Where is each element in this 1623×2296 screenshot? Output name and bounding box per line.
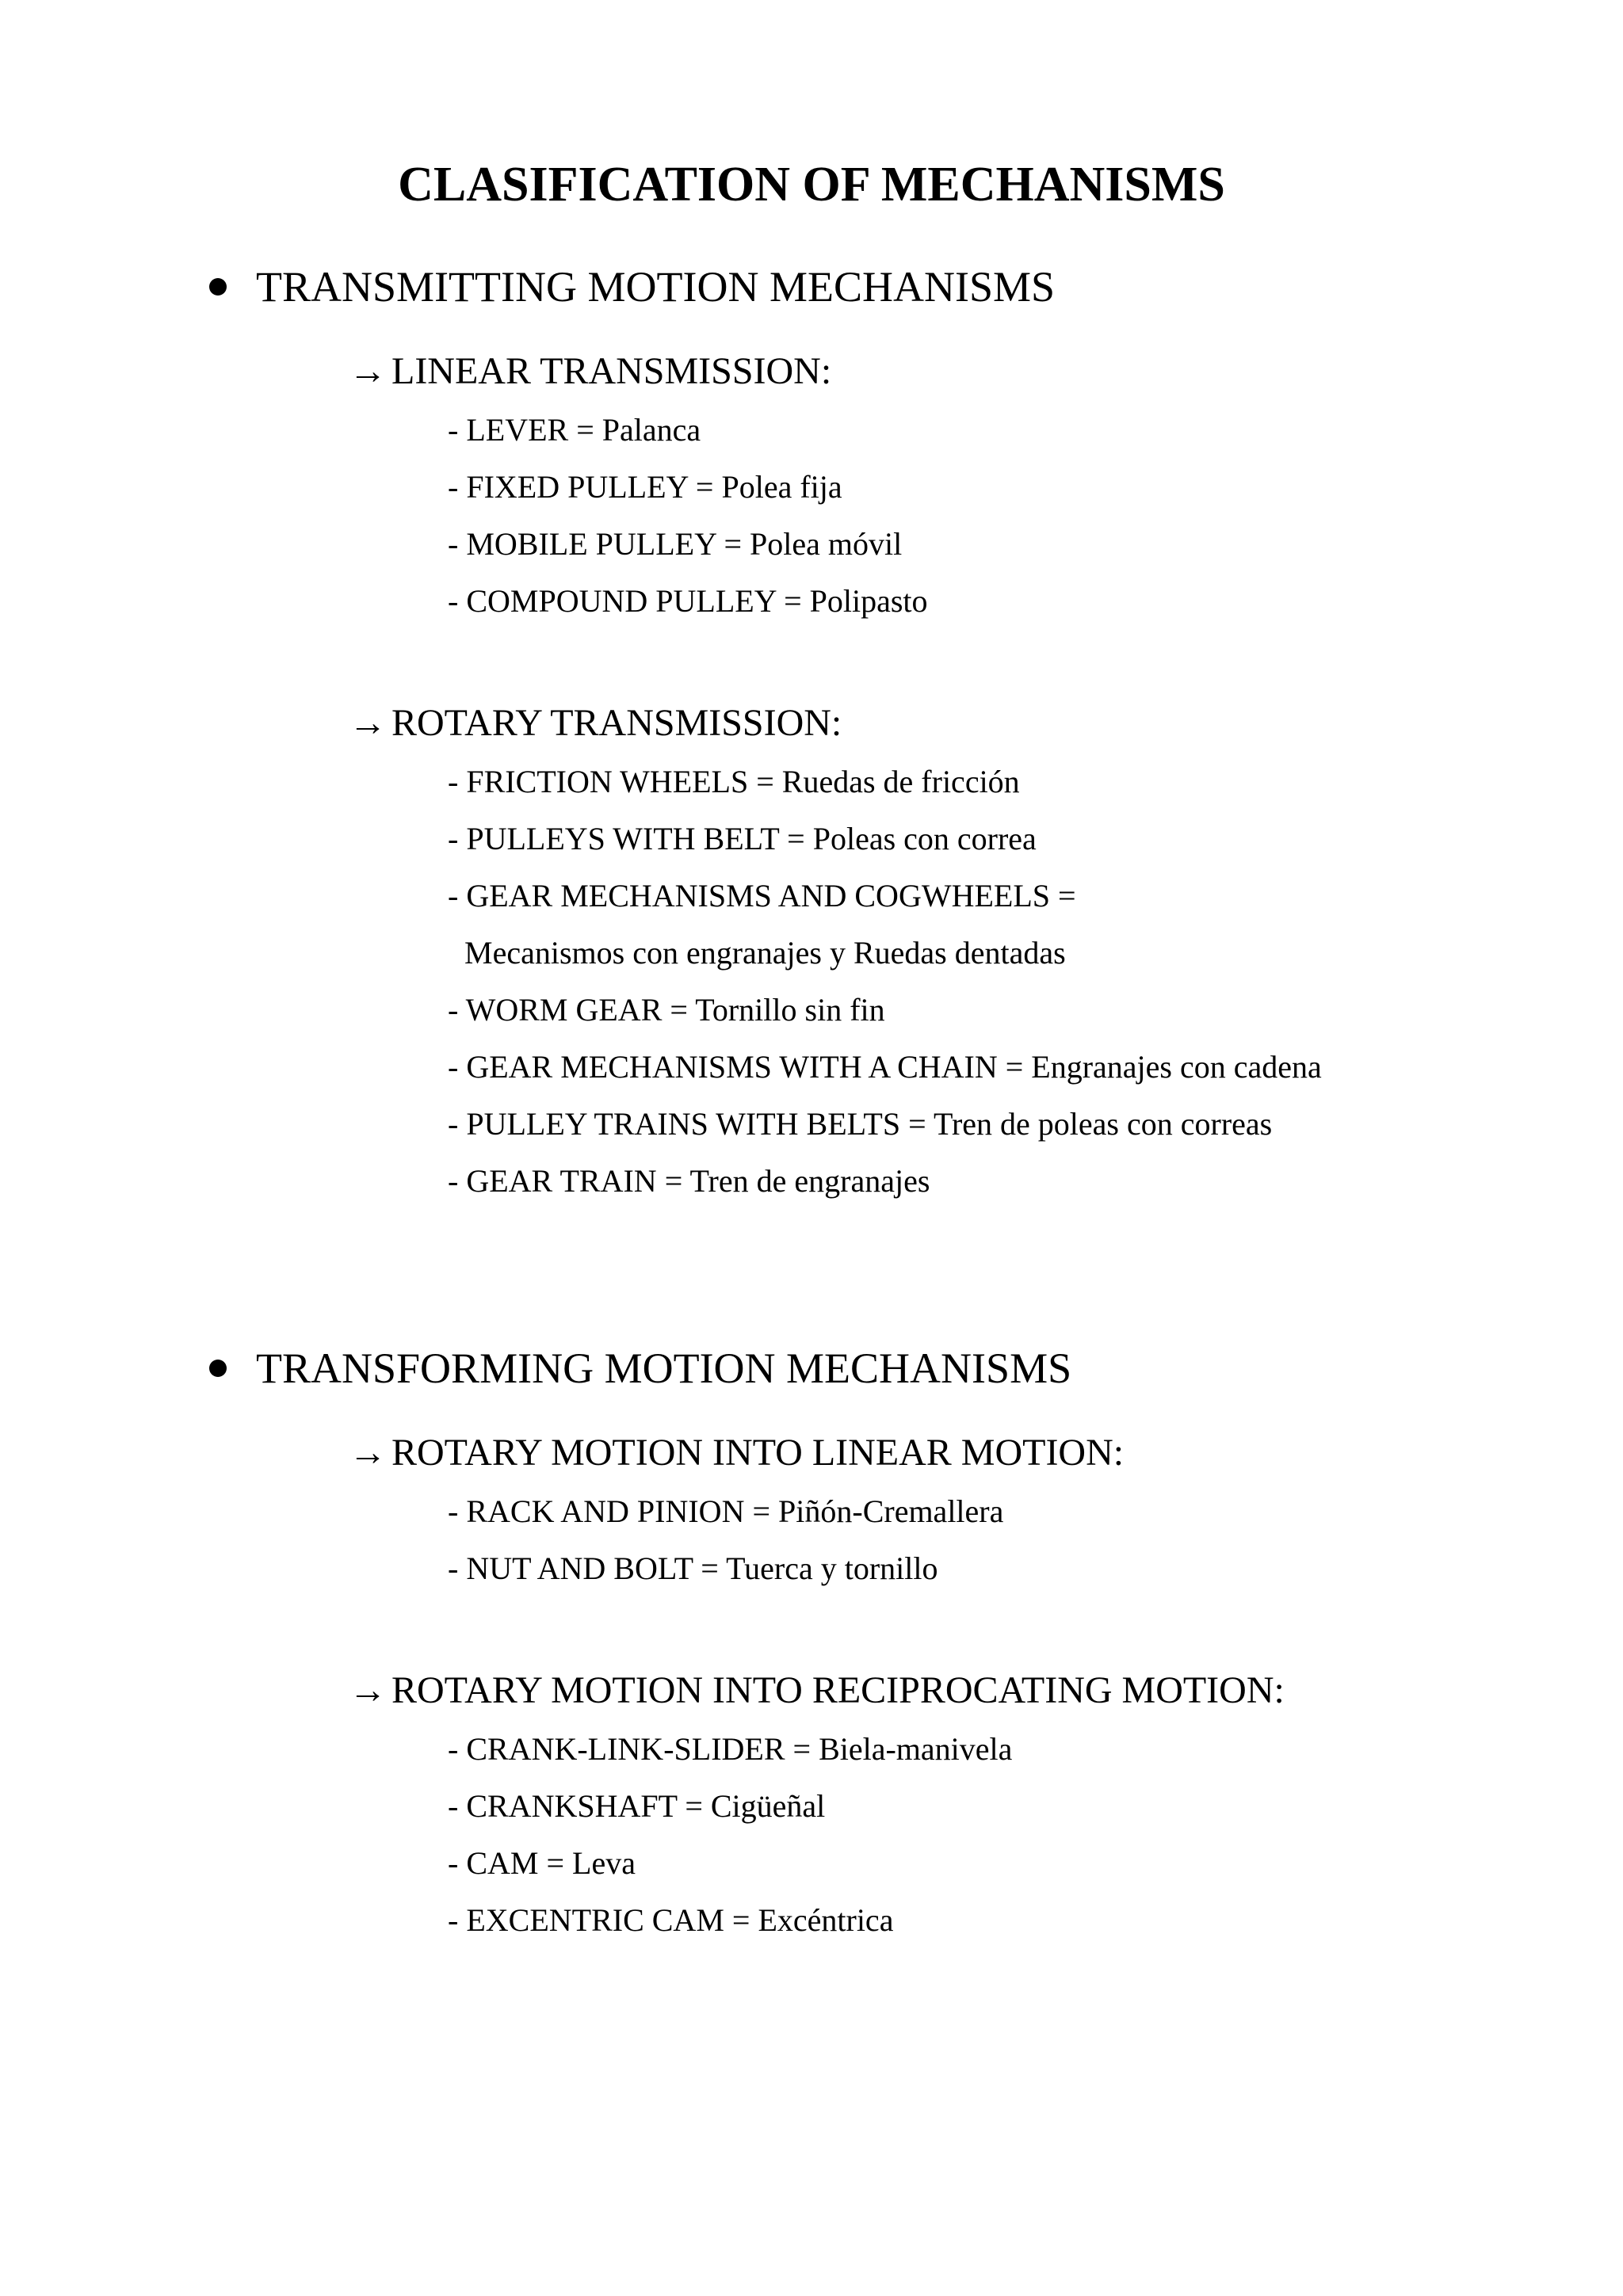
list-item <box>0 1153 1623 1210</box>
list-item <box>0 1778 1623 1835</box>
item-text: - COMPOUND PULLEY = Polipasto <box>448 583 928 619</box>
item-list <box>0 753 1623 1210</box>
item-text: - PULLEYS WITH BELT = Poleas con correa <box>448 821 1037 856</box>
subsection-title: ROTARY TRANSMISSION: <box>391 702 842 744</box>
item-text: - GEAR MECHANISMS AND COGWHEELS = <box>448 878 1076 913</box>
list-item <box>0 1096 1623 1153</box>
subsection-heading <box>0 341 1623 402</box>
subsection-heading <box>0 693 1623 753</box>
item-text: - CRANK-LINK-SLIDER = Biela-manivela <box>448 1731 1013 1767</box>
subsection-title: LINEAR TRANSMISSION: <box>391 350 832 392</box>
subsection-title: ROTARY MOTION INTO RECIPROCATING MOTION: <box>391 1669 1285 1711</box>
subsection-heading <box>0 1661 1623 1721</box>
list-item <box>0 753 1623 810</box>
section-heading <box>0 259 1623 315</box>
item-text: - GEAR MECHANISMS WITH A CHAIN = Engranajes con cadena <box>448 1049 1322 1085</box>
item-list <box>0 402 1623 630</box>
section-transforming-motion <box>0 1341 1623 1949</box>
item-list <box>0 1721 1623 1949</box>
list-item <box>0 982 1623 1039</box>
arrow-right-icon: → <box>349 1669 387 1711</box>
item-list <box>0 1483 1623 1597</box>
section-heading <box>0 1341 1623 1396</box>
list-item <box>0 868 1623 925</box>
list-item <box>0 1835 1623 1892</box>
item-text: - LEVER = Palanca <box>448 412 701 448</box>
list-item <box>0 810 1623 868</box>
item-text: - NUT AND BOLT = Tuerca y tornillo <box>448 1550 938 1586</box>
item-text: Mecanismos con engranajes y Ruedas dentadas <box>464 935 1066 971</box>
page-title: CLASIFICATION OF MECHANISMS <box>398 158 1225 212</box>
bullet-icon <box>209 1360 227 1377</box>
list-item <box>0 459 1623 516</box>
list-item <box>0 1892 1623 1949</box>
subsection-linear-transmission <box>0 341 1623 630</box>
subsection-rotary-transmission <box>0 693 1623 1210</box>
arrow-right-icon: → <box>349 350 387 392</box>
item-text: - GEAR TRAIN = Tren de engranajes <box>448 1163 930 1199</box>
list-item <box>0 1540 1623 1597</box>
item-text: - MOBILE PULLEY = Polea móvil <box>448 526 903 562</box>
list-item-continuation <box>0 925 1623 982</box>
item-text: - FRICTION WHEELS = Ruedas de fricción <box>448 764 1020 799</box>
section-title: TRANSMITTING MOTION MECHANISMS <box>256 263 1056 311</box>
subsection-heading <box>0 1423 1623 1483</box>
item-text: - CRANKSHAFT = Cigüeñal <box>448 1788 826 1824</box>
arrow-right-icon: → <box>349 1432 387 1474</box>
list-item <box>0 516 1623 573</box>
item-text: - EXCENTRIC CAM = Excéntrica <box>448 1902 894 1938</box>
list-item <box>0 1483 1623 1540</box>
bullet-icon <box>209 278 227 296</box>
section-transmitting-motion <box>0 259 1623 1210</box>
item-text: - WORM GEAR = Tornillo sin fin <box>448 992 885 1028</box>
subsection-rotary-to-reciprocating <box>0 1661 1623 1949</box>
list-item <box>0 1721 1623 1778</box>
arrow-right-icon: → <box>349 702 387 744</box>
item-text: - RACK AND PINION = Piñón-Cremallera <box>448 1493 1004 1529</box>
list-item <box>0 1039 1623 1096</box>
item-text: - FIXED PULLEY = Polea fija <box>448 469 842 505</box>
list-item <box>0 402 1623 459</box>
subsection-title: ROTARY MOTION INTO LINEAR MOTION: <box>391 1432 1125 1474</box>
item-text: - PULLEY TRAINS WITH BELTS = Tren de poleas con correas <box>448 1106 1273 1142</box>
subsection-rotary-to-linear <box>0 1423 1623 1597</box>
item-text: - CAM = Leva <box>448 1845 636 1881</box>
section-title: TRANSFORMING MOTION MECHANISMS <box>256 1344 1072 1392</box>
list-item <box>0 573 1623 630</box>
